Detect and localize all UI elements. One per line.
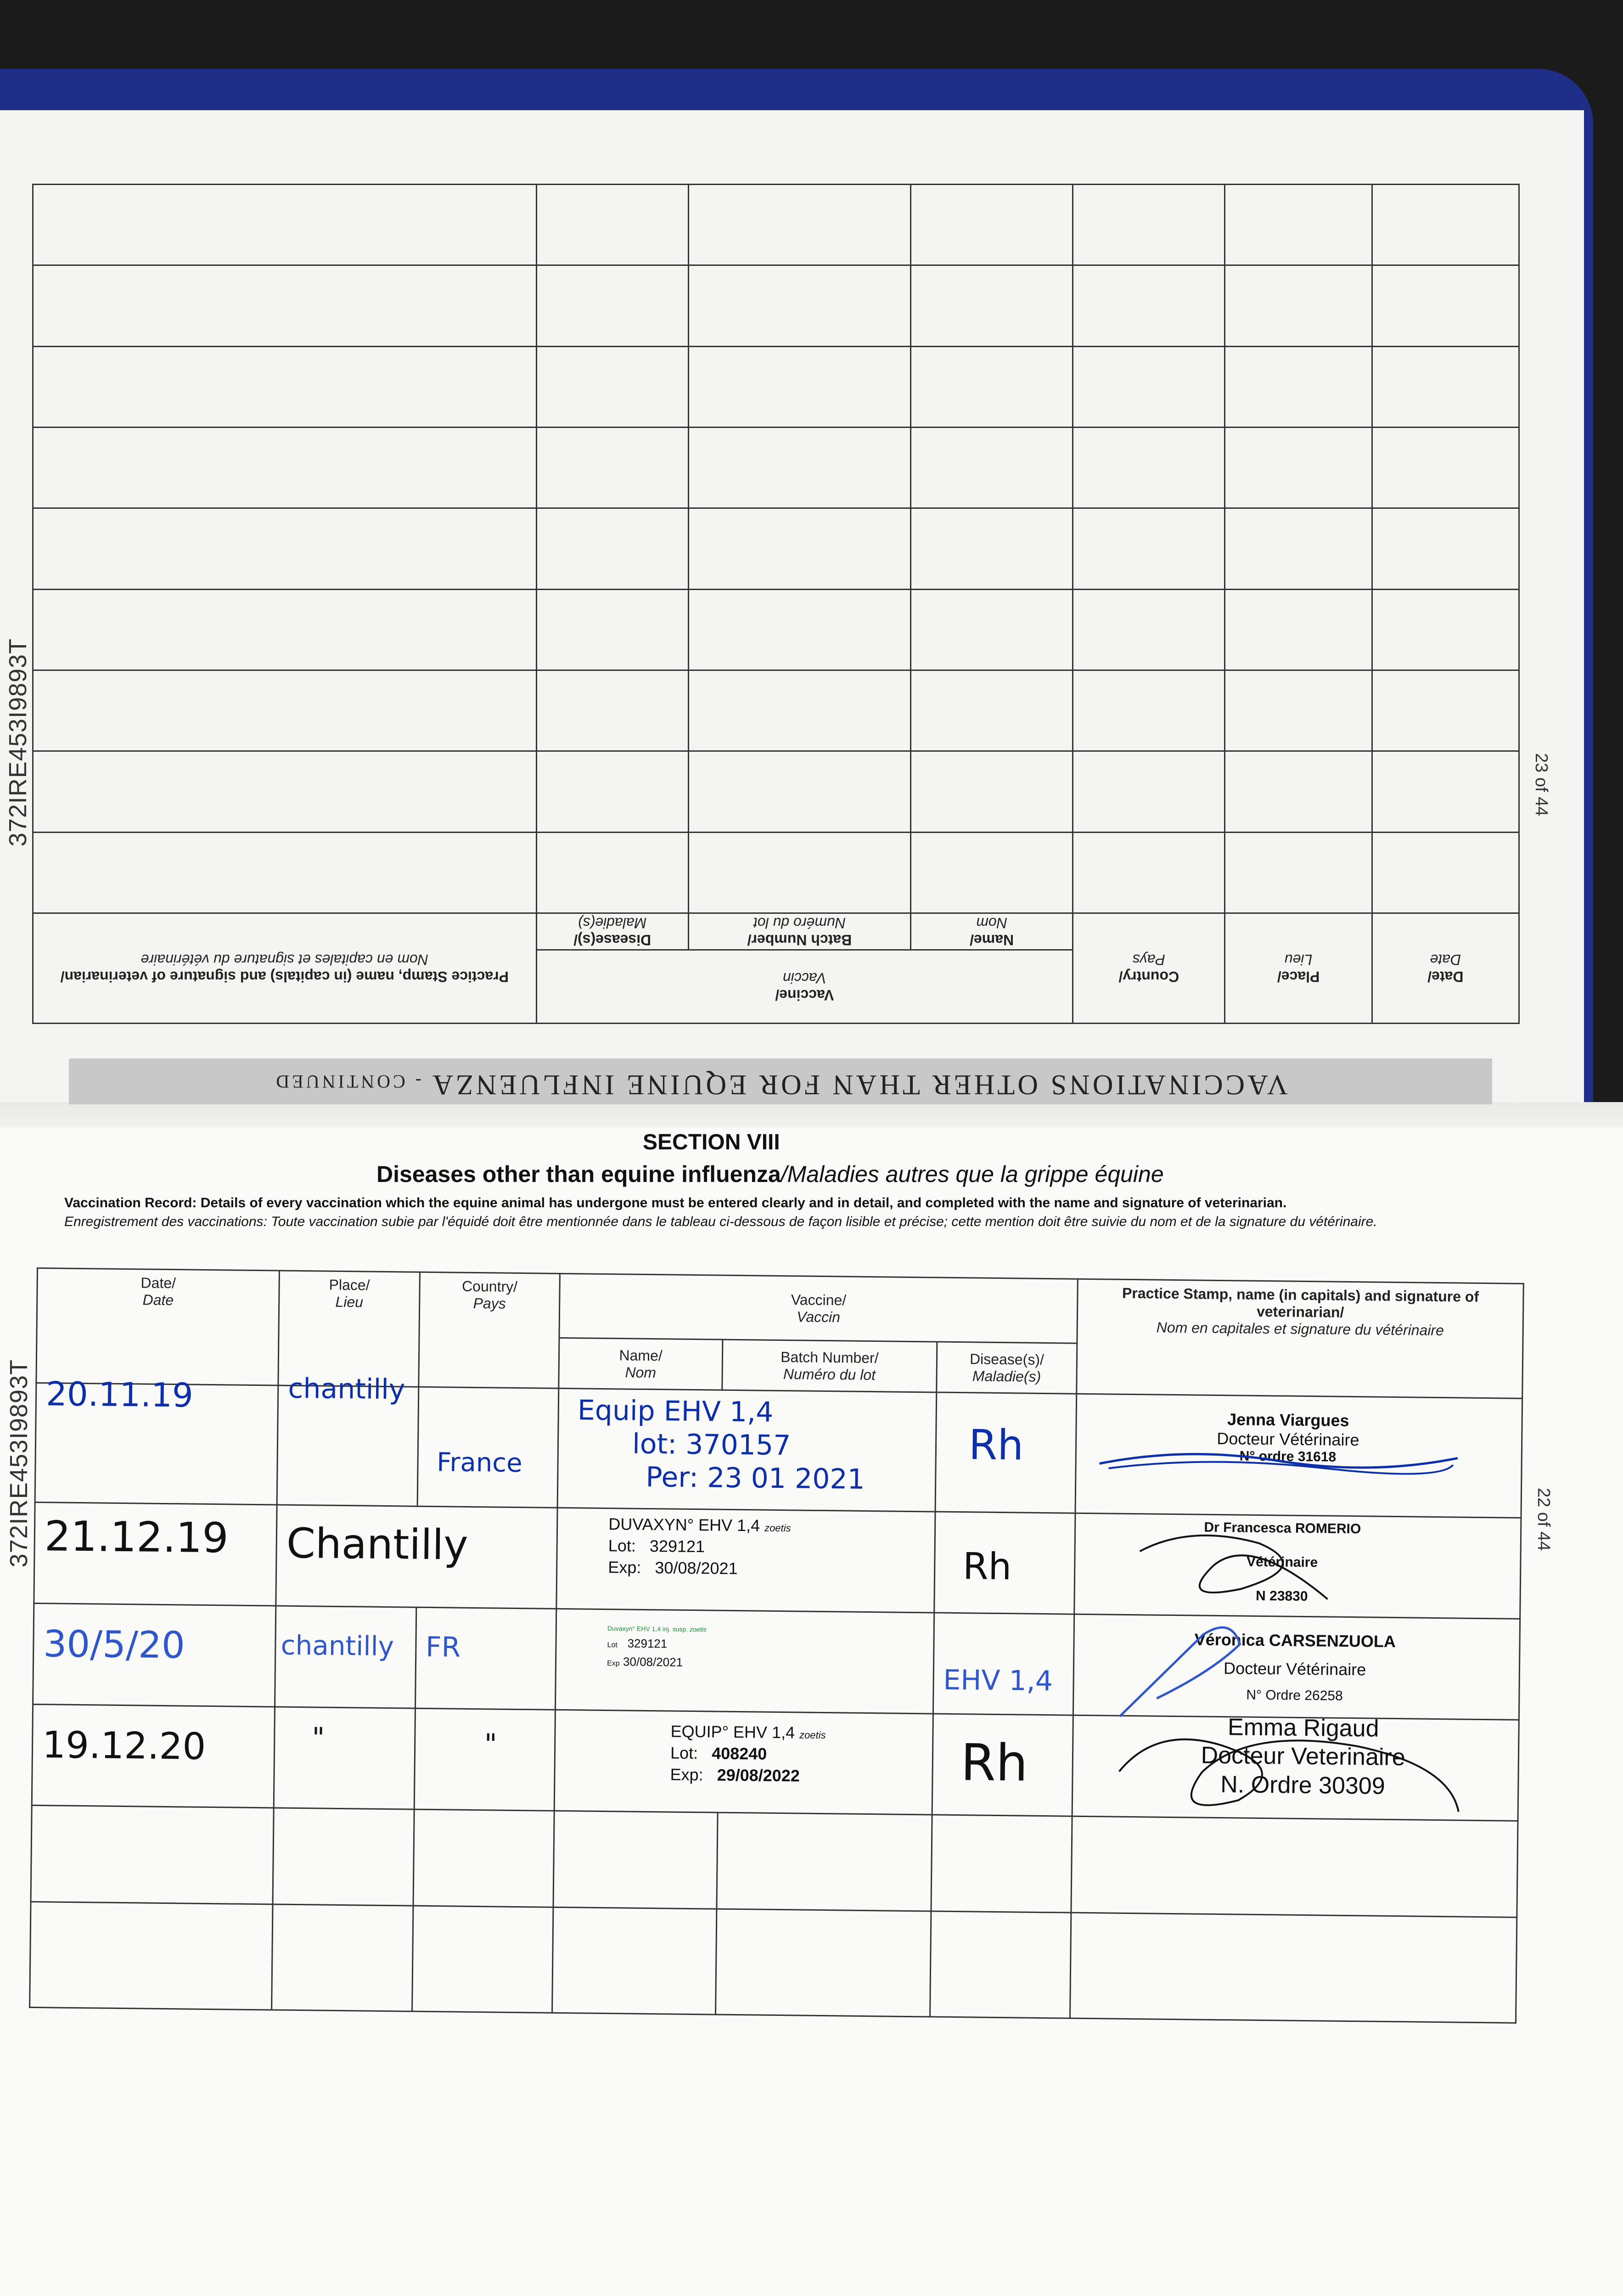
row1-country: France xyxy=(417,1387,559,1508)
row3-country: FR xyxy=(415,1607,556,1710)
row2-disease: Rh xyxy=(934,1512,1075,1614)
header-place: Place/ Lieu xyxy=(278,1271,420,1387)
table-row xyxy=(33,1603,1520,1720)
row3-stamp: Véronica CARSENZUOLA Docteur Vétérinaire N° Ordre 26258 xyxy=(1073,1614,1520,1720)
top-page xyxy=(0,110,1584,1130)
row4-country: " xyxy=(414,1708,556,1811)
top-empty-row xyxy=(33,589,1519,670)
table-row-empty xyxy=(30,1902,1517,2023)
row2-place: Chantilly xyxy=(276,1505,557,1609)
table-row-empty xyxy=(31,1805,1518,1917)
top-empty-row xyxy=(33,428,1519,508)
top-header-stamp: Practice Stamp, name (in capitals) and signature of veterinarian/ Nom en capitales et signature du vétérinaire xyxy=(33,913,537,1024)
row3-vaccine: Duvaxyn° EHV 1,4 inj. susp. zoetis Lot 329121 Exp 30/08/2021 xyxy=(556,1609,934,1714)
header-date: Date/ Date xyxy=(36,1268,280,1386)
passport-id-bottom: 372IRE453I9893T xyxy=(5,1359,33,1568)
section-subtitle-en: Diseases other than equine influenza xyxy=(376,1161,781,1187)
top-header-country: Country/ Pays xyxy=(1073,913,1225,1024)
row4-place: " xyxy=(274,1707,415,1809)
row2-vaccine: DUVAXYN° EHV 1,4 zoetis Lot: 329121 Exp: 30/08/2021 xyxy=(556,1508,935,1613)
top-header-name: Name/ Nom xyxy=(911,913,1073,950)
row2-stamp: Dr Francesca ROMERIO Vétérinaire N 23830 xyxy=(1074,1513,1521,1619)
table-row xyxy=(32,1704,1519,1821)
signature-scribble-icon xyxy=(1121,1524,1352,1609)
bottom-page-number: 22 of 44 xyxy=(1534,1488,1553,1551)
signature-scribble-icon xyxy=(1111,1615,1295,1728)
row4-date: 19.12.20 xyxy=(32,1704,275,1808)
row4-disease: Rh xyxy=(932,1714,1073,1816)
top-empty-row xyxy=(33,751,1519,832)
top-header-place: Place/ Lieu xyxy=(1225,913,1372,1024)
header-name: Name/ Nom xyxy=(559,1338,723,1390)
top-empty-row xyxy=(33,185,1519,265)
row1-disease: Rh xyxy=(935,1392,1077,1513)
stamp-name: Jenna Viargues xyxy=(1227,1410,1349,1430)
row3-place: chantilly xyxy=(275,1606,416,1708)
section-subtitle xyxy=(376,1161,1164,1187)
banner-title: VACCINATIONS OTHER THAN FOR EQUINE INFLUENZA xyxy=(431,1069,1288,1100)
banner-suffix: - CONTINUED xyxy=(273,1071,422,1092)
top-vaccination-table xyxy=(32,184,1520,1024)
top-header-vaccine: Vaccine/ Vaccin xyxy=(536,950,1073,1024)
top-empty-row xyxy=(33,265,1519,346)
top-header-date: Date/ Date xyxy=(1372,913,1519,1024)
passport-id-top: 372IRE453I9893T xyxy=(4,638,32,847)
row4-vaccine: EQUIP° EHV 1,4 zoetis Lot: 408240 Exp: 29/08/2022 xyxy=(554,1710,933,1815)
top-header-disease: Disease(s)/ Maladie(s) xyxy=(536,913,688,950)
top-page-number: 23 of 44 xyxy=(1532,753,1551,816)
header-batch: Batch Number/ Numéro du lot xyxy=(722,1339,937,1392)
row3-date: 30/5/20 xyxy=(33,1603,276,1707)
intro-fr: Enregistrement des vaccinations: Toute vaccination subie par l'équidé doit être mentionnée dans le tableau ci-dessous de façon lisible et précise; cette mention doit être suivie du nom et de la signature du vétérinaire. xyxy=(64,1214,1377,1229)
intro-text xyxy=(64,1194,1533,1231)
row1-place: chantilly xyxy=(277,1385,418,1506)
top-empty-row xyxy=(33,670,1519,751)
row3-disease: EHV 1,4 xyxy=(933,1613,1074,1715)
section-subtitle-fr: /Maladies autres que la grippe équine xyxy=(781,1161,1164,1187)
row2-date: 21.12.19 xyxy=(34,1502,277,1606)
table-row xyxy=(35,1383,1522,1518)
header-vaccine: Vaccine/ Vaccin xyxy=(559,1273,1078,1343)
top-header-batch: Batch Number/ Numéro du lot xyxy=(688,913,910,950)
top-empty-row xyxy=(33,508,1519,589)
header-stamp: Practice Stamp, name (in capitals) and signature of veterinarian/ Nom en capitales et signature du vétérinaire xyxy=(1077,1279,1523,1398)
signature-scribble-icon xyxy=(1101,1716,1478,1821)
header-country: Country/ Pays xyxy=(419,1272,560,1388)
table-row xyxy=(34,1502,1521,1619)
bottom-vaccination-table xyxy=(29,1267,1524,2024)
top-empty-row xyxy=(33,346,1519,427)
section-title: SECTION VIII xyxy=(643,1130,780,1154)
row1-stamp: Jenna Viargues Docteur Vétérinaire N° ordre 31618 xyxy=(1075,1394,1522,1518)
row4-stamp: Emma Rigaud Docteur Veterinaire N. Ordre 30309 xyxy=(1072,1715,1519,1821)
top-empty-row xyxy=(33,832,1519,913)
signature-scribble-icon xyxy=(1095,1441,1463,1481)
intro-en: Vaccination Record: Details of every vaccination which the equine animal has undergone must be entered clearly and in detail, and completed with the name and signature of veterinarian. xyxy=(64,1195,1287,1210)
row1-date: 20.11.19 xyxy=(35,1383,278,1505)
header-disease: Disease(s)/ Maladie(s) xyxy=(936,1342,1077,1394)
top-section-banner xyxy=(69,1058,1492,1104)
row1-vaccine: Equip EHV 1,4 lot: 370157 Per: 23 01 2021 xyxy=(557,1388,936,1512)
